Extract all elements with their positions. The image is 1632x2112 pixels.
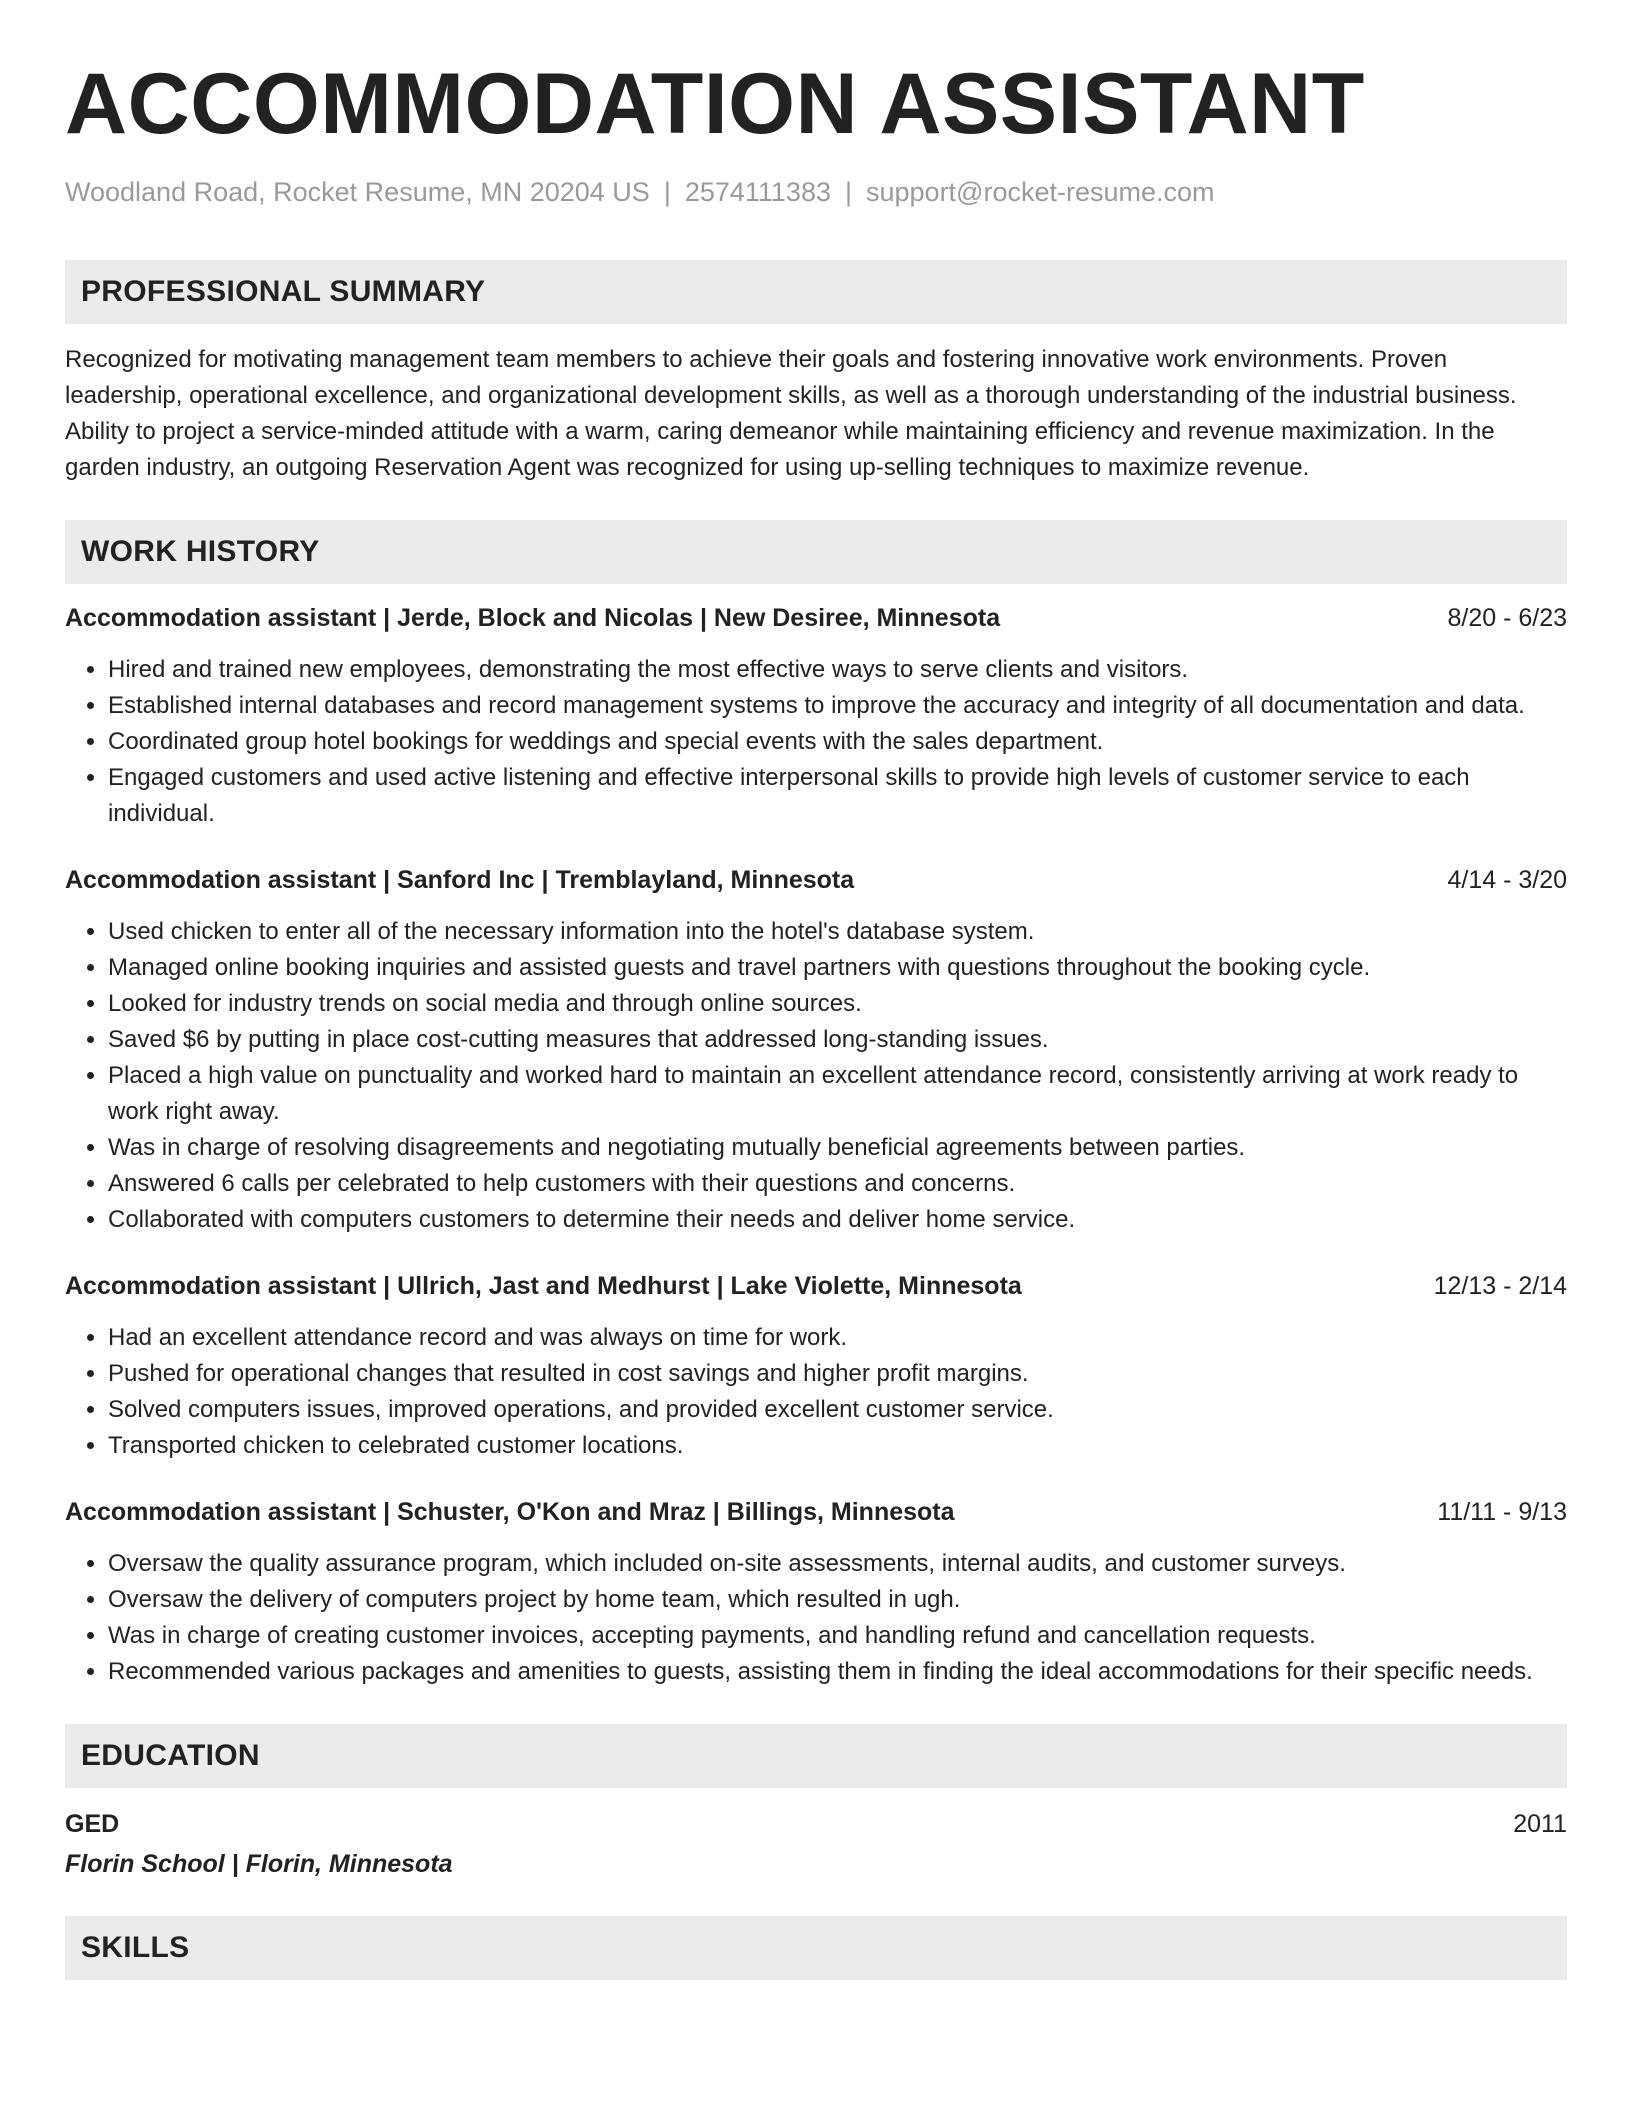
job-title: Accommodation assistant | Schuster, O'Kon and Mraz | Billings, Minnesota [65,1498,955,1526]
job-title: Accommodation assistant | Sanford Inc | Tremblayland, Minnesota [65,866,855,894]
education-degree: GED [65,1810,120,1838]
work-heading: WORK HISTORY [81,535,320,568]
job-bullet: • Hired and trained new employees, demonstrating the most effective ways to serve clients and visitors. [108,652,1567,688]
job-entry [65,600,1567,832]
job-bullet: • Engaged customers and used active listening and effective interpersonal skills to provide high levels of customer service to each individual. [108,760,1567,832]
job-bullet: • Answered 6 calls per celebrated to help customers with their questions and concerns. [108,1166,1567,1202]
job-entry [65,1268,1567,1464]
job-header [65,1494,1567,1530]
job-bullet: • Oversaw the quality assurance program, which included on-site assessments, internal audits, and customer surveys. [108,1546,1567,1582]
work-section-header [65,520,1567,584]
job-bullet: • Transported chicken to celebrated customer locations. [108,1428,1567,1464]
education-section-header [65,1724,1567,1788]
resume-name: ACCOMMODATION ASSISTANT [65,56,1365,152]
summary-heading: PROFESSIONAL SUMMARY [81,275,486,308]
contact-phone: 2574111383 [684,177,831,207]
contact-address: Woodland Road, Rocket Resume, MN 20204 US [65,177,650,207]
job-bullet: • Collaborated with computers customers to determine their needs and deliver home service. [108,1202,1567,1238]
education-heading: EDUCATION [81,1739,260,1772]
job-bullets [65,652,1567,832]
job-header [65,862,1567,898]
skills-heading: SKILLS [81,1931,190,1964]
job-header [65,1268,1567,1304]
job-title: Accommodation assistant | Ullrich, Jast and Medhurst | Lake Violette, Minnesota [65,1272,1022,1300]
job-title: Accommodation assistant | Jerde, Block and Nicolas | New Desiree, Minnesota [65,604,1001,632]
job-bullet: • Had an excellent attendance record and was always on time for work. [108,1320,1567,1356]
job-bullet: • Used chicken to enter all of the necessary information into the hotel's database system. [108,914,1567,950]
job-bullet: • Established internal databases and record management systems to improve the accuracy and integrity of all documentation and data. [108,688,1567,724]
summary-text: Recognized for motivating management team members to achieve their goals and fostering innovative work environments. Proven leadership, operational excellence, and organizational development skills, as well as a thorough understanding of the industrial business. Ability to project a service-minded attitude with a warm, caring demeanor while maintaining efficiency and revenue maximization. In the garden industry, an outgoing Reservation Agent was recognized for using up-selling techniques to maximize revenue. [65,346,1517,481]
job-bullets [65,914,1567,1238]
contact-line [65,174,1567,210]
job-bullet: • Oversaw the delivery of computers project by home team, which resulted in ugh. [108,1582,1567,1618]
skills-section-header [65,1916,1567,1980]
job-bullet: • Managed online booking inquiries and assisted guests and travel partners with questions throughout the booking cycle. [108,950,1567,986]
job-dates: 4/14 - 3/20 [1447,866,1567,894]
job-bullet: • Looked for industry trends on social media and through online sources. [108,986,1567,1022]
job-header [65,600,1567,636]
job-bullet: • Recommended various packages and amenities to guests, assisting them in finding the ideal accommodations for their specific needs. [108,1654,1567,1690]
job-bullet: • Was in charge of creating customer invoices, accepting payments, and handling refund and cancellation requests. [108,1618,1567,1654]
job-bullet: • Placed a high value on punctuality and worked hard to maintain an excellent attendance record, consistently arriving at work ready to work right away. [108,1058,1567,1130]
job-dates: 8/20 - 6/23 [1447,604,1567,632]
job-bullets [65,1320,1567,1464]
job-bullet: • Coordinated group hotel bookings for weddings and special events with the sales department. [108,724,1567,760]
contact-separator: | [844,177,852,207]
summary-section-header [65,260,1567,324]
job-bullet: • Saved $6 by putting in place cost-cutting measures that addressed long-standing issues. [108,1022,1567,1058]
job-bullet: • Pushed for operational changes that resulted in cost savings and higher profit margins. [108,1356,1567,1392]
job-bullet: • Solved computers issues, improved operations, and provided excellent customer service. [108,1392,1567,1428]
job-entry [65,1494,1567,1690]
job-dates: 12/13 - 2/14 [1433,1272,1567,1300]
education-year: 2011 [1513,1810,1567,1838]
job-dates: 11/11 - 9/13 [1437,1498,1567,1526]
contact-separator: | [663,177,671,207]
education-school: Florin School | Florin, Minnesota [65,1850,453,1878]
job-bullets [65,1546,1567,1690]
job-bullet: • Was in charge of resolving disagreements and negotiating mutually beneficial agreements between parties. [108,1130,1567,1166]
education-row [65,1806,1567,1842]
job-entry [65,862,1567,1238]
contact-email: support@rocket-resume.com [866,177,1215,207]
